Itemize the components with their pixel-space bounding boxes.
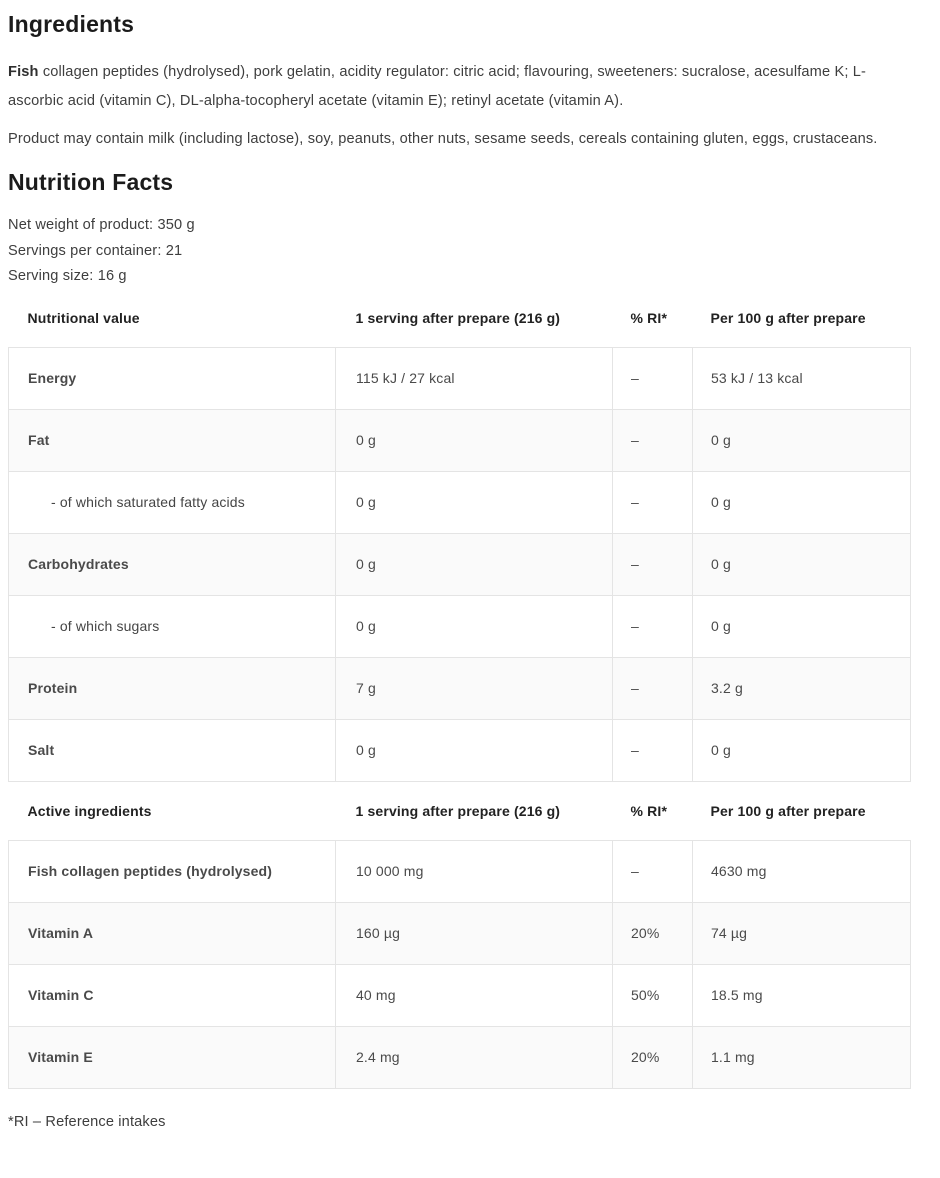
per-100g-value: 0 g <box>693 533 911 595</box>
ri-value: – <box>613 471 693 533</box>
table-row <box>9 657 911 719</box>
allergen-paragraph: Product may contain milk (including lactose), soy, peanuts, other nuts, sesame seeds, cereals containing gluten, eggs, crustaceans. <box>8 131 878 147</box>
header-active-ingredients: Active ingredients <box>9 782 336 841</box>
nutritional-value-table <box>8 290 911 782</box>
net-weight-line: Net weight of product: 350 g <box>8 217 195 233</box>
serving-value: 0 g <box>336 471 613 533</box>
nutrient-label: Fat <box>9 409 336 471</box>
ingredient-label: Fish collagen peptides (hydrolysed) <box>9 840 336 902</box>
per-100g-value: 0 g <box>693 471 911 533</box>
ri-value: 50% <box>613 964 693 1026</box>
ri-value: – <box>613 657 693 719</box>
composition-paragraph <box>8 58 910 116</box>
ri-value: – <box>613 347 693 409</box>
ingredients-title: Ingredients <box>8 11 135 37</box>
table-header-row <box>9 290 911 348</box>
nutrient-label: - of which saturated fatty acids <box>9 471 336 533</box>
ri-value: – <box>613 595 693 657</box>
table-row <box>9 964 911 1026</box>
per-100g-value: 0 g <box>693 409 911 471</box>
per-100g-value: 53 kJ / 13 kcal <box>693 347 911 409</box>
nutrient-label: Carbohydrates <box>9 533 336 595</box>
composition-lead-word: Fish <box>8 64 39 80</box>
header-per-100g: Per 100 g after prepare <box>693 290 911 348</box>
serving-value: 0 g <box>336 409 613 471</box>
active-ingredients-table <box>8 782 911 1089</box>
table-row <box>9 1026 911 1088</box>
serving-value: 0 g <box>336 719 613 781</box>
nutrient-label: - of which sugars <box>9 595 336 657</box>
ingredient-label: Vitamin A <box>9 902 336 964</box>
serving-meta <box>8 213 910 290</box>
nutrient-label: Energy <box>9 347 336 409</box>
ri-footnote: *RI – Reference intakes <box>8 1113 166 1130</box>
table-row <box>9 902 911 964</box>
serving-value: 115 kJ / 27 kcal <box>336 347 613 409</box>
ingredient-label: Vitamin E <box>9 1026 336 1088</box>
ingredient-label: Vitamin C <box>9 964 336 1026</box>
serving-size-line: Serving size: 16 g <box>8 268 127 284</box>
ri-value: – <box>613 533 693 595</box>
per-100g-value: 1.1 mg <box>693 1026 911 1088</box>
serving-value: 2.4 mg <box>336 1026 613 1088</box>
per-100g-value: 3.2 g <box>693 657 911 719</box>
nutrient-label: Salt <box>9 719 336 781</box>
ri-value: 20% <box>613 1026 693 1088</box>
header-serving: 1 serving after prepare (216 g) <box>336 290 613 348</box>
table-row <box>9 471 911 533</box>
serving-value: 160 µg <box>336 902 613 964</box>
ri-value: – <box>613 409 693 471</box>
serving-value: 0 g <box>336 595 613 657</box>
ri-value: – <box>613 719 693 781</box>
header-per-100g: Per 100 g after prepare <box>693 782 911 841</box>
table-row <box>9 719 911 781</box>
per-100g-value: 74 µg <box>693 902 911 964</box>
per-100g-value: 4630 mg <box>693 840 911 902</box>
table-row <box>9 840 911 902</box>
table-header-row <box>9 782 911 841</box>
table-row <box>9 409 911 471</box>
serving-value: 0 g <box>336 533 613 595</box>
composition-text: collagen peptides (hydrolysed), pork gelatin, acidity regulator: citric acid; flavouring, sweeteners: sucralose, acesulfame K; L-ascorbic acid (vitamin C), DL-alpha-tocopheryl acetate (vitamin E); retinyl acetate (vitamin A). <box>8 64 867 109</box>
servings-per-container-line: Servings per container: 21 <box>8 242 183 259</box>
ri-value: – <box>613 840 693 902</box>
table-row <box>9 533 911 595</box>
header-ri: % RI* <box>613 290 693 348</box>
serving-value: 10 000 mg <box>336 840 613 902</box>
serving-value: 40 mg <box>336 964 613 1026</box>
header-serving: 1 serving after prepare (216 g) <box>336 782 613 841</box>
serving-value: 7 g <box>336 657 613 719</box>
table-row <box>9 595 911 657</box>
table-row <box>9 347 911 409</box>
per-100g-value: 0 g <box>693 595 911 657</box>
per-100g-value: 0 g <box>693 719 911 781</box>
header-nutritional-value: Nutritional value <box>9 290 336 348</box>
per-100g-value: 18.5 mg <box>693 964 911 1026</box>
nutrient-label: Protein <box>9 657 336 719</box>
header-ri: % RI* <box>613 782 693 841</box>
ri-value: 20% <box>613 902 693 964</box>
nutrition-facts-title: Nutrition Facts <box>8 169 174 195</box>
